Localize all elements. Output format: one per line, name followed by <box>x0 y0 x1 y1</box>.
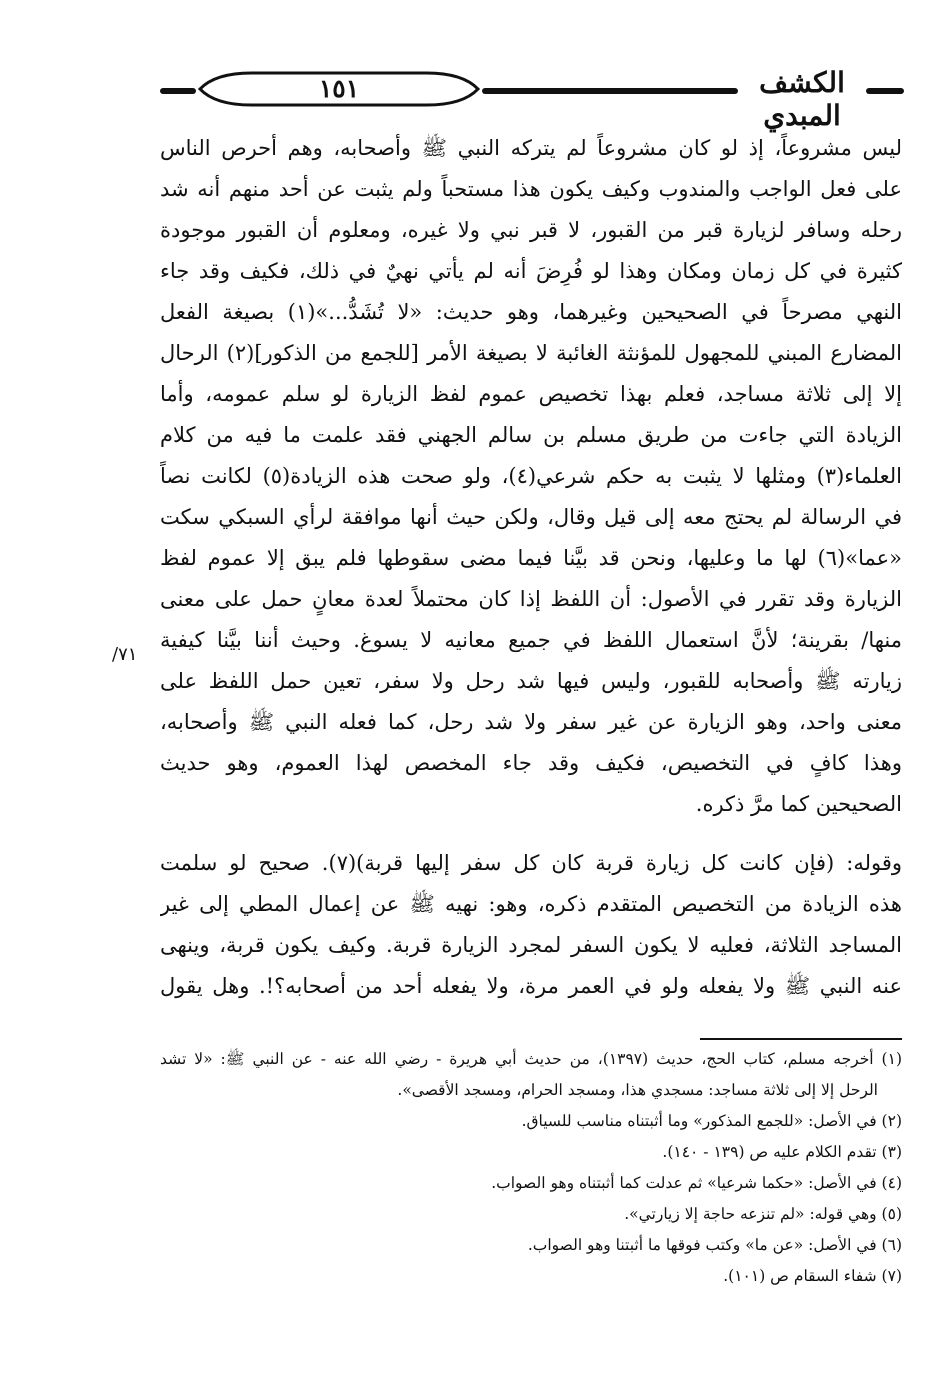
header-rule-right <box>866 88 904 94</box>
footnote: (٧) شفاء السقام ص (١٠١). <box>723 1267 902 1285</box>
page-number: ١٥١ <box>318 74 360 103</box>
body-line: المساجد الثلاثة، فعليه لا يكون السفر لمجرد الزيارة قربة. وكيف يكون قربة، وينهى <box>160 933 902 957</box>
body-line: في الرسالة لم يحتج معه إلى قيل وقال، ولكن حيث أنها موافقة لرأي السبكي سكت <box>160 505 902 529</box>
footnote: (٢) في الأصل: «للجمع المذكور» وما أثبتناه مناسب للسياق. <box>521 1112 902 1130</box>
body-line: وهذا كافٍ في التخصيص، فكيف وقد جاء المخصص لهذا العموم، وهو حديث <box>160 751 902 775</box>
body-line: زيارته ﷺ وأصحابه للقبور، وليس فيها شد رحل ولا سفر، تعين حمل اللفظ على <box>160 669 902 693</box>
footnote: (٥) وهي قوله: «لم تنزعه حاجة إلا زيارتي». <box>624 1205 902 1223</box>
body-line: العلماء(٣) ومثلها لا يثبت به حكم شرعي(٤)، ولو صحت هذه الزيادة(٥) لكانت نصاً <box>160 464 902 488</box>
body-line: إلا إلى ثلاثة مساجد، فعلم بهذا تخصيص عموم لفظ الزيارة لو سلم عمومه، وأما <box>160 382 902 406</box>
body-line: هذه الزيادة من التخصيص المتقدم ذكره، وهو: نهيه ﷺ عن إعمال المطي إلى غير <box>160 892 902 916</box>
body-line: رحله وسافر لزيارة قبر من القبور، لا قبر نبي ولا غيره، ومعلوم أن القبور موجودة <box>160 218 902 242</box>
body-line: معنى واحد، وهو الزيارة عن غير سفر ولا شد رحل، كما فعله النبي ﷺ وأصحابه، <box>160 710 902 734</box>
footnote: (٦) في الأصل: «عن ما» وكتب فوقها ما أثبتنا وهو الصواب. <box>527 1236 902 1254</box>
body-line: على فعل الواجب والمندوب وكيف يكون هذا مستحباً ولم يثبت عن أحد منهم أنه شد <box>160 177 902 201</box>
footnote: (٣) تقدم الكلام عليه ص (١٣٩ - ١٤٠). <box>662 1143 902 1161</box>
body-line: عنه النبي ﷺ ولا يفعله ولو في العمر مرة، ولا يفعله أحد من أصحابه؟!. وهل يقول <box>160 974 902 998</box>
body-line: النهي مصرحاً في الصحيحين وغيرهما، وهو حديث: «لا تُشَدُّ...»(١) بصيغة الفعل <box>160 300 902 324</box>
book-title: الكشف المبدي <box>759 66 845 132</box>
footnotes <box>160 1044 902 1292</box>
body-line: الزيادة التي جاءت من طريق مسلم بن سالم الجهني فقد علمت ما فيه من كلام <box>160 423 902 447</box>
body-line: ليس مشروعاً، إذ لو كان مشروعاً لم يتركه النبي ﷺ وأصحابه، وهم أحرص الناس <box>160 136 902 160</box>
footnote-divider <box>700 1038 902 1040</box>
body-line: الصحيحين كما مرَّ ذكره. <box>695 792 902 816</box>
body-line: الزيارة وقد تقرر في الأصول: أن اللفظ إذا كان محتملاً لعدة معانٍ حمل على معنى <box>160 587 902 611</box>
paragraph-2 <box>160 843 902 1007</box>
manuscript-folio-marker: ٧١/ <box>112 644 138 665</box>
page-header <box>160 66 904 132</box>
header-rule-left <box>160 88 196 94</box>
body-line: كثيرة في كل زمان ومكان وهذا لو فُرِضَ أنه لم يأتي نهيٌ في ذلك، فكيف وقد جاء <box>160 259 902 283</box>
body-line: المضارع المبني للمجهول للمؤنثة الغائبة لا بصيغة الأمر [للجمع من الذكور](٢) الرحال <box>160 341 902 365</box>
body-line: وقوله: (فإن كانت كل زيارة قربة كان كل سفر إليها قربة)(٧). صحيح لو سلمت <box>160 851 902 875</box>
header-rule-middle <box>482 88 738 94</box>
body-line: منها/ بقرينة؛ لأنَّ استعمال اللفظ في جميع معانيه لا يسوغ. وحيث أننا بيَّنا كيفية <box>160 628 902 652</box>
footnote: (١) أخرجه مسلم، كتاب الحج، حديث (١٣٩٧)، من حديث أبي هريرة - رضي الله عنه - عن النبي ﷺ: «لا تشد <box>160 1050 902 1068</box>
body-text <box>160 128 902 1007</box>
footnote: (٤) في الأصل: «حكما شرعيا» ثم عدلت كما أثبتناه وهو الصواب. <box>491 1174 902 1192</box>
footnote-continuation: الرحل إلا إلى ثلاثة مساجد: مسجدي هذا، ومسجد الحرام، ومسجد الأقصى». <box>397 1081 878 1099</box>
body-line: «عما»(٦) لها ما وعليها، ونحن قد بيَّنا فيما مضى سقوطها فلم يبق إلا عموم لفظ <box>160 546 902 570</box>
page-number-frame <box>196 70 482 108</box>
